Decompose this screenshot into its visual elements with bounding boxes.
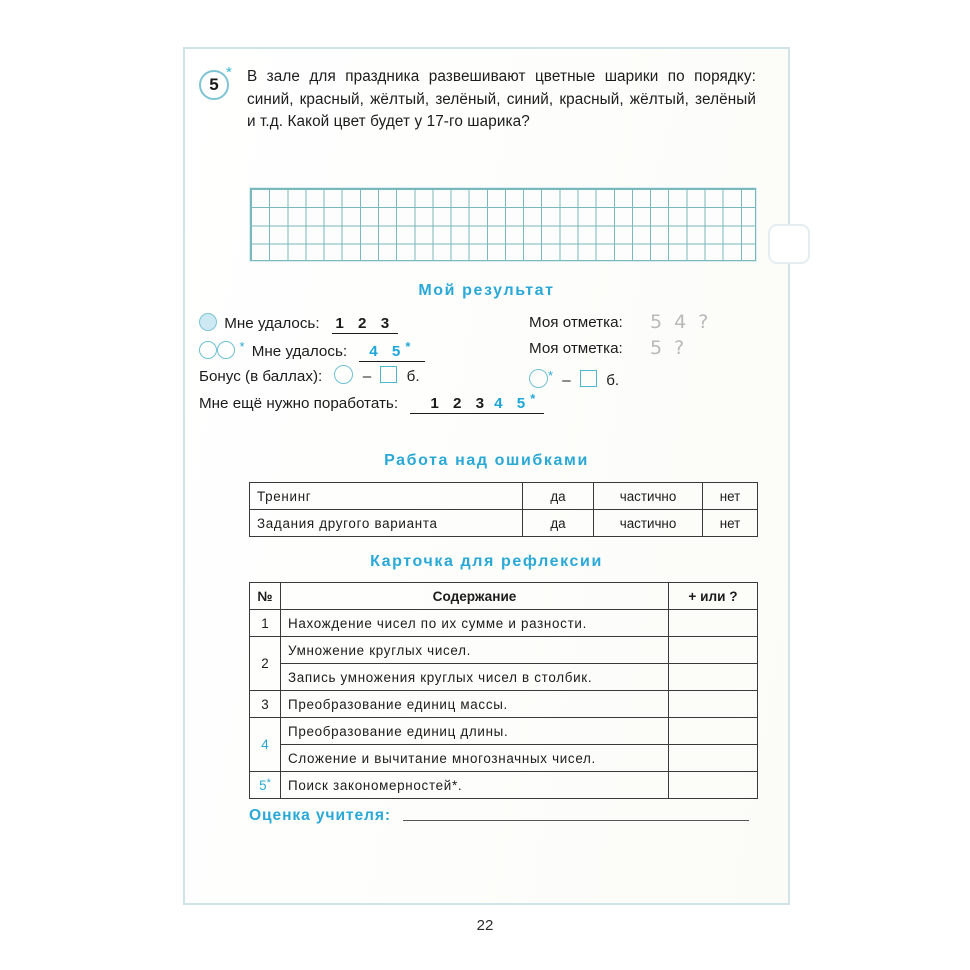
reflect-row3-mark-cell[interactable] — [669, 691, 758, 718]
result-row-1 — [199, 313, 777, 339]
reflect-row2-num: 2 — [250, 637, 281, 691]
reflect-row3-num: 3 — [250, 691, 281, 718]
task-number-star-icon: * — [226, 64, 232, 81]
task-text: В зале для праздника развешивают цветные шарики по порядку: синий, красный, жёлтый, зелёный, синий, красный, жёлтый, зелёный и т.д. Какой цвет будет у 17-го шарика? — [247, 68, 756, 131]
task-block — [199, 66, 778, 134]
result-row2-mark-label: Моя отметка: — [529, 340, 623, 357]
table-row[interactable] — [250, 718, 758, 745]
reflect-header-content: Содержание — [281, 583, 669, 610]
teacher-rating-input-line[interactable] — [403, 819, 749, 821]
reflect-row5-num — [250, 772, 281, 799]
reflect-row2-text-a: Умножение круглых чисел. — [281, 637, 669, 664]
result-row2-mark-value[interactable]: 5 ? — [650, 337, 688, 359]
worksheet-page — [183, 47, 790, 905]
table-row[interactable] — [250, 691, 758, 718]
reflect-row2-mark-cell-a[interactable] — [669, 637, 758, 664]
filled-circle-icon — [199, 313, 217, 331]
result-row1-mark-label: Моя отметка: — [529, 314, 623, 331]
mistakes-row1-name: Тренинг — [250, 483, 523, 510]
task-number-badge — [199, 70, 229, 100]
page-number: 22 — [476, 917, 494, 934]
section-title-reflection-card: Карточка для рефлексии — [370, 553, 603, 570]
bonus-label: Бонус (в баллах): — [199, 368, 323, 385]
work-on-mistakes-table — [249, 482, 758, 537]
reflect-row5-star-icon: * — [266, 777, 271, 789]
table-row[interactable] — [250, 745, 758, 772]
result-row1-label: Мне удалось: — [224, 315, 320, 332]
reflect-header-mark: + или ? — [669, 583, 758, 610]
mistakes-row2-partial[interactable]: частично — [594, 510, 703, 537]
bonus-unit-2: б. — [606, 372, 620, 389]
result-row2-values-text: 4 5 — [369, 343, 406, 360]
teacher-rating — [249, 807, 749, 825]
result-row1-values[interactable]: 1 2 3 — [332, 315, 398, 334]
result-row2-values[interactable] — [359, 339, 425, 362]
open-circle-icon-a — [199, 341, 217, 359]
work-more-highlight: 4 5 — [494, 395, 531, 412]
bonus-square-box-1[interactable] — [380, 366, 397, 383]
bonus-square-box-2[interactable] — [580, 370, 597, 387]
mistakes-row1-partial[interactable]: частично — [594, 483, 703, 510]
section-title-work-on-mistakes: Работа над ошибками — [384, 452, 589, 469]
reflect-row4-mark-cell-b[interactable] — [669, 745, 758, 772]
bonus-dash-2: – — [562, 372, 571, 389]
reflect-row4-mark-cell-a[interactable] — [669, 718, 758, 745]
reflect-row1-text: Нахождение чисел по их сумме и разности. — [281, 610, 669, 637]
reflection-table — [249, 582, 758, 799]
reflect-row5-num-text: 5 — [259, 778, 267, 793]
task-number-label: 5 — [209, 75, 219, 94]
section-title-my-result: Мой результат — [418, 282, 555, 299]
bonus-star-group — [529, 368, 619, 389]
open-circle-icon-b — [217, 341, 235, 359]
work-more-star-icon: * — [530, 391, 541, 406]
reflect-row4-text-a: Преобразование единиц длины. — [281, 718, 669, 745]
reflect-row1-mark-cell[interactable] — [669, 610, 758, 637]
table-row[interactable] — [250, 483, 758, 510]
page-side-tab[interactable] — [768, 224, 810, 264]
reflect-row2-mark-cell-b[interactable] — [669, 664, 758, 691]
bonus-star-icon: * — [548, 368, 554, 383]
reflect-row4-num: 4 — [250, 718, 281, 772]
result-row1-mark-value[interactable]: 5 4 ? — [650, 311, 712, 333]
reflect-header-num: № — [250, 583, 281, 610]
work-more-plain: 1 2 3 — [430, 395, 490, 412]
mistakes-row1-no[interactable]: нет — [703, 483, 758, 510]
my-result-block — [199, 313, 777, 417]
table-row[interactable] — [250, 510, 758, 537]
mistakes-row2-name: Задания другого варианта — [250, 510, 523, 537]
result-row-work-more — [199, 391, 777, 417]
work-more-label: Мне ещё нужно поработать: — [199, 395, 399, 412]
bonus-dash-1: – — [362, 368, 372, 385]
mistakes-row2-yes[interactable]: да — [523, 510, 594, 537]
result-row2-star-icon: * — [239, 339, 245, 354]
bonus-circle-icon — [334, 365, 353, 384]
mistakes-row1-yes[interactable]: да — [523, 483, 594, 510]
table-header-row — [250, 583, 758, 610]
answer-grid[interactable] — [249, 187, 757, 262]
bonus-unit-1: б. — [406, 368, 420, 385]
reflect-row5-text: Поиск закономерностей*. — [281, 772, 669, 799]
result-row-2 — [199, 339, 777, 365]
table-row[interactable] — [250, 637, 758, 664]
bonus-circle-icon-star — [529, 369, 548, 388]
result-row-bonus — [199, 365, 777, 391]
reflect-row2-text-b: Запись умножения круглых чисел в столбик. — [281, 664, 669, 691]
table-row[interactable] — [250, 664, 758, 691]
task-number-wrap — [199, 66, 247, 100]
result-row2-label: Мне удалось: — [251, 343, 348, 360]
reflect-row3-text: Преобразование единиц массы. — [281, 691, 669, 718]
reflect-row4-text-b: Сложение и вычитание многозначных чисел. — [281, 745, 669, 772]
table-row[interactable] — [250, 772, 758, 799]
table-row[interactable] — [250, 610, 758, 637]
teacher-rating-label: Оценка учителя: — [249, 807, 391, 824]
mistakes-row2-no[interactable]: нет — [703, 510, 758, 537]
reflect-row1-num: 1 — [250, 610, 281, 637]
result-row2-values-star-icon: * — [405, 339, 416, 354]
reflect-row5-mark-cell[interactable] — [669, 772, 758, 799]
work-more-values[interactable] — [410, 391, 544, 414]
